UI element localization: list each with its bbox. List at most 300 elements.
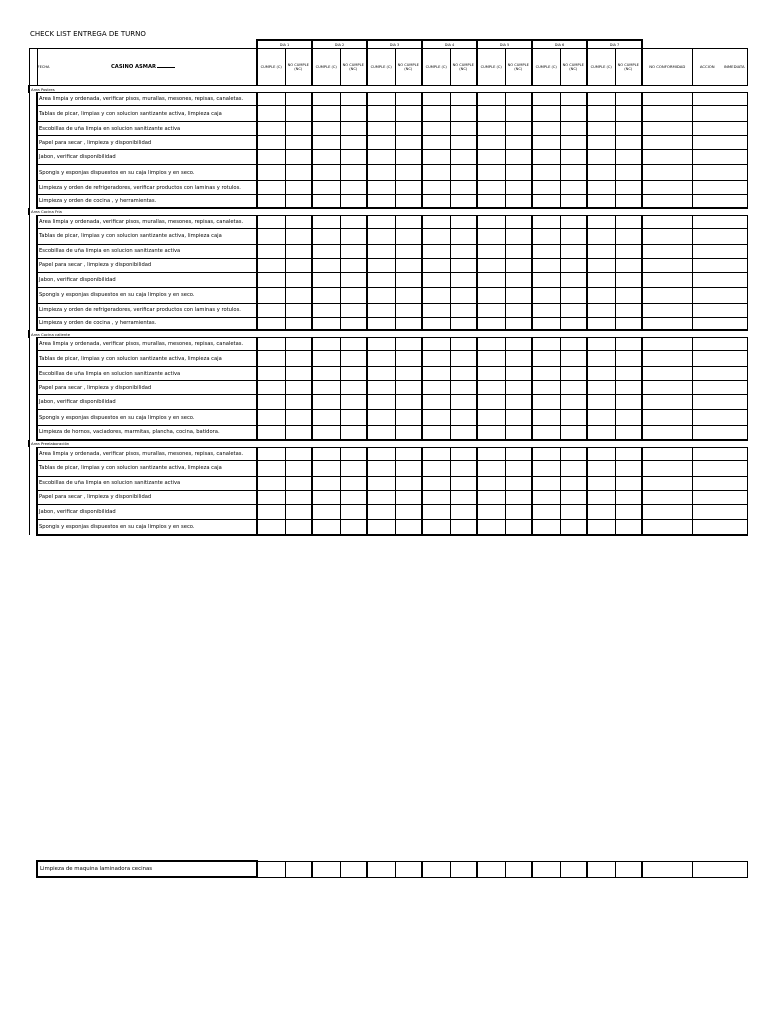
cumple-cell[interactable] (532, 258, 560, 272)
no-cumple-cell[interactable] (505, 338, 532, 351)
cumple-cell[interactable] (367, 244, 395, 258)
cumple-cell[interactable] (257, 519, 285, 535)
no-cumple-cell[interactable] (285, 165, 312, 181)
cumple-cell[interactable] (532, 861, 560, 877)
cumple-cell[interactable] (422, 504, 450, 519)
cumple-cell[interactable] (367, 272, 395, 287)
cumple-cell[interactable] (422, 181, 450, 195)
cumple-cell[interactable] (367, 303, 395, 317)
cumple-cell[interactable] (367, 367, 395, 381)
no-cumple-cell[interactable] (285, 122, 312, 136)
no-cumple-cell[interactable] (450, 122, 477, 136)
cumple-cell[interactable] (477, 476, 505, 490)
cumple-cell[interactable] (312, 181, 340, 195)
no-conformidad-cell[interactable] (642, 338, 692, 351)
no-cumple-cell[interactable] (560, 93, 587, 106)
cumple-cell[interactable] (312, 228, 340, 244)
no-cumple-cell[interactable] (450, 106, 477, 122)
cumple-cell[interactable] (367, 519, 395, 535)
no-cumple-cell[interactable] (285, 410, 312, 426)
accion-cell[interactable] (692, 476, 747, 490)
cumple-cell[interactable] (257, 122, 285, 136)
cumple-cell[interactable] (422, 122, 450, 136)
cumple-cell[interactable] (257, 490, 285, 504)
no-cumple-cell[interactable] (505, 106, 532, 122)
cumple-cell[interactable] (477, 287, 505, 303)
no-cumple-cell[interactable] (560, 447, 587, 460)
cumple-cell[interactable] (367, 476, 395, 490)
no-cumple-cell[interactable] (560, 272, 587, 287)
cumple-cell[interactable] (587, 519, 615, 535)
cumple-cell[interactable] (532, 228, 560, 244)
cumple-cell[interactable] (367, 122, 395, 136)
no-cumple-cell[interactable] (340, 93, 367, 106)
cumple-cell[interactable] (532, 181, 560, 195)
no-conformidad-cell[interactable] (642, 228, 692, 244)
cumple-cell[interactable] (422, 861, 450, 877)
no-cumple-cell[interactable] (395, 195, 422, 208)
cumple-cell[interactable] (312, 195, 340, 208)
no-cumple-cell[interactable] (395, 150, 422, 165)
cumple-cell[interactable] (422, 215, 450, 228)
no-cumple-cell[interactable] (285, 244, 312, 258)
no-cumple-cell[interactable] (615, 150, 642, 165)
no-conformidad-cell[interactable] (642, 136, 692, 150)
cumple-cell[interactable] (587, 215, 615, 228)
cumple-cell[interactable] (367, 181, 395, 195)
cumple-cell[interactable] (367, 106, 395, 122)
cumple-cell[interactable] (477, 426, 505, 440)
cumple-cell[interactable] (477, 410, 505, 426)
no-cumple-cell[interactable] (340, 195, 367, 208)
no-cumple-cell[interactable] (615, 395, 642, 410)
cumple-cell[interactable] (312, 106, 340, 122)
no-cumple-cell[interactable] (615, 351, 642, 367)
accion-cell[interactable] (692, 244, 747, 258)
no-cumple-cell[interactable] (450, 410, 477, 426)
no-cumple-cell[interactable] (615, 447, 642, 460)
no-cumple-cell[interactable] (395, 272, 422, 287)
no-cumple-cell[interactable] (285, 519, 312, 535)
no-cumple-cell[interactable] (505, 460, 532, 476)
cumple-cell[interactable] (532, 426, 560, 440)
cumple-cell[interactable] (532, 150, 560, 165)
no-cumple-cell[interactable] (505, 136, 532, 150)
cumple-cell[interactable] (587, 181, 615, 195)
no-cumple-cell[interactable] (615, 367, 642, 381)
accion-cell[interactable] (692, 351, 747, 367)
no-conformidad-cell[interactable] (642, 381, 692, 395)
accion-cell[interactable] (692, 426, 747, 440)
cumple-cell[interactable] (312, 287, 340, 303)
cumple-cell[interactable] (477, 460, 505, 476)
no-cumple-cell[interactable] (450, 303, 477, 317)
cumple-cell[interactable] (367, 426, 395, 440)
no-cumple-cell[interactable] (395, 181, 422, 195)
cumple-cell[interactable] (257, 165, 285, 181)
cumple-cell[interactable] (532, 367, 560, 381)
no-cumple-cell[interactable] (340, 272, 367, 287)
no-cumple-cell[interactable] (340, 181, 367, 195)
no-cumple-cell[interactable] (395, 106, 422, 122)
no-cumple-cell[interactable] (560, 351, 587, 367)
cumple-cell[interactable] (257, 395, 285, 410)
no-cumple-cell[interactable] (560, 150, 587, 165)
cumple-cell[interactable] (422, 136, 450, 150)
cumple-cell[interactable] (257, 258, 285, 272)
no-conformidad-cell[interactable] (642, 195, 692, 208)
no-cumple-cell[interactable] (560, 410, 587, 426)
no-cumple-cell[interactable] (615, 195, 642, 208)
accion-cell[interactable] (692, 395, 747, 410)
no-cumple-cell[interactable] (560, 519, 587, 535)
cumple-cell[interactable] (477, 244, 505, 258)
cumple-cell[interactable] (477, 106, 505, 122)
no-conformidad-cell[interactable] (642, 426, 692, 440)
no-cumple-cell[interactable] (615, 106, 642, 122)
no-cumple-cell[interactable] (395, 476, 422, 490)
cumple-cell[interactable] (422, 287, 450, 303)
cumple-cell[interactable] (477, 122, 505, 136)
no-cumple-cell[interactable] (615, 504, 642, 519)
accion-cell[interactable] (692, 93, 747, 106)
no-cumple-cell[interactable] (285, 395, 312, 410)
no-cumple-cell[interactable] (560, 228, 587, 244)
cumple-cell[interactable] (587, 367, 615, 381)
cumple-cell[interactable] (587, 228, 615, 244)
cumple-cell[interactable] (477, 338, 505, 351)
cumple-cell[interactable] (422, 338, 450, 351)
cumple-cell[interactable] (312, 460, 340, 476)
cumple-cell[interactable] (312, 338, 340, 351)
no-cumple-cell[interactable] (340, 395, 367, 410)
cumple-cell[interactable] (587, 351, 615, 367)
cumple-cell[interactable] (422, 106, 450, 122)
no-cumple-cell[interactable] (340, 258, 367, 272)
cumple-cell[interactable] (477, 272, 505, 287)
cumple-cell[interactable] (367, 136, 395, 150)
no-cumple-cell[interactable] (395, 426, 422, 440)
cumple-cell[interactable] (257, 215, 285, 228)
no-cumple-cell[interactable] (395, 490, 422, 504)
no-cumple-cell[interactable] (505, 351, 532, 367)
cumple-cell[interactable] (257, 381, 285, 395)
accion-cell[interactable] (692, 195, 747, 208)
no-conformidad-cell[interactable] (642, 519, 692, 535)
cumple-cell[interactable] (312, 519, 340, 535)
cumple-cell[interactable] (312, 244, 340, 258)
cumple-cell[interactable] (532, 351, 560, 367)
cumple-cell[interactable] (422, 426, 450, 440)
no-cumple-cell[interactable] (450, 272, 477, 287)
cumple-cell[interactable] (257, 338, 285, 351)
cumple-cell[interactable] (257, 150, 285, 165)
cumple-cell[interactable] (367, 861, 395, 877)
accion-cell[interactable] (692, 303, 747, 317)
cumple-cell[interactable] (587, 410, 615, 426)
no-cumple-cell[interactable] (450, 165, 477, 181)
cumple-cell[interactable] (532, 447, 560, 460)
no-cumple-cell[interactable] (615, 244, 642, 258)
no-cumple-cell[interactable] (450, 228, 477, 244)
cumple-cell[interactable] (422, 460, 450, 476)
accion-cell[interactable] (692, 447, 747, 460)
no-conformidad-cell[interactable] (642, 861, 692, 877)
no-cumple-cell[interactable] (340, 338, 367, 351)
no-cumple-cell[interactable] (560, 215, 587, 228)
no-cumple-cell[interactable] (285, 447, 312, 460)
no-cumple-cell[interactable] (450, 447, 477, 460)
no-cumple-cell[interactable] (285, 338, 312, 351)
no-cumple-cell[interactable] (340, 317, 367, 330)
cumple-cell[interactable] (312, 426, 340, 440)
no-cumple-cell[interactable] (395, 460, 422, 476)
accion-cell[interactable] (692, 287, 747, 303)
cumple-cell[interactable] (587, 93, 615, 106)
cumple-cell[interactable] (477, 381, 505, 395)
accion-cell[interactable] (692, 410, 747, 426)
no-cumple-cell[interactable] (505, 181, 532, 195)
no-cumple-cell[interactable] (395, 861, 422, 877)
cumple-cell[interactable] (477, 303, 505, 317)
no-cumple-cell[interactable] (615, 426, 642, 440)
cumple-cell[interactable] (532, 287, 560, 303)
cumple-cell[interactable] (587, 447, 615, 460)
no-cumple-cell[interactable] (450, 504, 477, 519)
no-cumple-cell[interactable] (560, 106, 587, 122)
no-cumple-cell[interactable] (560, 258, 587, 272)
no-cumple-cell[interactable] (505, 861, 532, 877)
no-conformidad-cell[interactable] (642, 504, 692, 519)
cumple-cell[interactable] (367, 410, 395, 426)
no-cumple-cell[interactable] (560, 367, 587, 381)
cumple-cell[interactable] (532, 165, 560, 181)
no-cumple-cell[interactable] (340, 351, 367, 367)
cumple-cell[interactable] (477, 150, 505, 165)
no-cumple-cell[interactable] (340, 476, 367, 490)
no-cumple-cell[interactable] (340, 303, 367, 317)
no-cumple-cell[interactable] (395, 215, 422, 228)
no-cumple-cell[interactable] (505, 504, 532, 519)
cumple-cell[interactable] (532, 244, 560, 258)
no-cumple-cell[interactable] (450, 351, 477, 367)
no-cumple-cell[interactable] (450, 93, 477, 106)
no-cumple-cell[interactable] (285, 272, 312, 287)
cumple-cell[interactable] (587, 303, 615, 317)
no-conformidad-cell[interactable] (642, 447, 692, 460)
cumple-cell[interactable] (422, 490, 450, 504)
cumple-cell[interactable] (312, 410, 340, 426)
cumple-cell[interactable] (532, 490, 560, 504)
cumple-cell[interactable] (312, 490, 340, 504)
cumple-cell[interactable] (477, 519, 505, 535)
cumple-cell[interactable] (367, 460, 395, 476)
accion-cell[interactable] (692, 519, 747, 535)
cumple-cell[interactable] (422, 476, 450, 490)
no-cumple-cell[interactable] (285, 228, 312, 244)
no-cumple-cell[interactable] (395, 258, 422, 272)
cumple-cell[interactable] (257, 460, 285, 476)
no-cumple-cell[interactable] (615, 476, 642, 490)
cumple-cell[interactable] (367, 395, 395, 410)
cumple-cell[interactable] (367, 490, 395, 504)
no-conformidad-cell[interactable] (642, 287, 692, 303)
no-cumple-cell[interactable] (505, 410, 532, 426)
cumple-cell[interactable] (312, 93, 340, 106)
no-cumple-cell[interactable] (340, 410, 367, 426)
cumple-cell[interactable] (587, 381, 615, 395)
no-cumple-cell[interactable] (615, 861, 642, 877)
no-conformidad-cell[interactable] (642, 272, 692, 287)
no-cumple-cell[interactable] (340, 490, 367, 504)
cumple-cell[interactable] (367, 165, 395, 181)
accion-cell[interactable] (692, 258, 747, 272)
no-cumple-cell[interactable] (450, 150, 477, 165)
cumple-cell[interactable] (312, 381, 340, 395)
no-cumple-cell[interactable] (615, 338, 642, 351)
no-cumple-cell[interactable] (395, 519, 422, 535)
no-cumple-cell[interactable] (340, 460, 367, 476)
no-cumple-cell[interactable] (395, 228, 422, 244)
no-cumple-cell[interactable] (450, 287, 477, 303)
no-cumple-cell[interactable] (505, 426, 532, 440)
cumple-cell[interactable] (587, 490, 615, 504)
cumple-cell[interactable] (422, 244, 450, 258)
no-cumple-cell[interactable] (505, 272, 532, 287)
cumple-cell[interactable] (477, 136, 505, 150)
no-conformidad-cell[interactable] (642, 476, 692, 490)
no-cumple-cell[interactable] (450, 258, 477, 272)
accion-cell[interactable] (692, 367, 747, 381)
accion-cell[interactable] (692, 490, 747, 504)
cumple-cell[interactable] (257, 367, 285, 381)
cumple-cell[interactable] (257, 287, 285, 303)
accion-cell[interactable] (692, 228, 747, 244)
no-cumple-cell[interactable] (340, 426, 367, 440)
cumple-cell[interactable] (257, 447, 285, 460)
no-conformidad-cell[interactable] (642, 93, 692, 106)
no-conformidad-cell[interactable] (642, 122, 692, 136)
cumple-cell[interactable] (312, 122, 340, 136)
no-cumple-cell[interactable] (560, 303, 587, 317)
no-cumple-cell[interactable] (395, 338, 422, 351)
no-cumple-cell[interactable] (285, 195, 312, 208)
no-cumple-cell[interactable] (340, 519, 367, 535)
no-cumple-cell[interactable] (505, 93, 532, 106)
no-cumple-cell[interactable] (505, 258, 532, 272)
no-conformidad-cell[interactable] (642, 150, 692, 165)
no-cumple-cell[interactable] (505, 150, 532, 165)
cumple-cell[interactable] (532, 106, 560, 122)
accion-cell[interactable] (692, 381, 747, 395)
no-cumple-cell[interactable] (560, 861, 587, 877)
cumple-cell[interactable] (587, 426, 615, 440)
cumple-cell[interactable] (422, 447, 450, 460)
cumple-cell[interactable] (312, 303, 340, 317)
cumple-cell[interactable] (477, 317, 505, 330)
no-conformidad-cell[interactable] (642, 410, 692, 426)
no-conformidad-cell[interactable] (642, 181, 692, 195)
cumple-cell[interactable] (422, 228, 450, 244)
cumple-cell[interactable] (257, 272, 285, 287)
cumple-cell[interactable] (422, 351, 450, 367)
cumple-cell[interactable] (257, 861, 285, 877)
cumple-cell[interactable] (257, 136, 285, 150)
no-cumple-cell[interactable] (395, 165, 422, 181)
no-cumple-cell[interactable] (615, 381, 642, 395)
cumple-cell[interactable] (257, 303, 285, 317)
no-cumple-cell[interactable] (450, 215, 477, 228)
cumple-cell[interactable] (477, 504, 505, 519)
cumple-cell[interactable] (422, 317, 450, 330)
cumple-cell[interactable] (257, 504, 285, 519)
no-conformidad-cell[interactable] (642, 106, 692, 122)
cumple-cell[interactable] (532, 410, 560, 426)
cumple-cell[interactable] (312, 447, 340, 460)
no-cumple-cell[interactable] (340, 228, 367, 244)
no-cumple-cell[interactable] (395, 136, 422, 150)
no-cumple-cell[interactable] (285, 367, 312, 381)
no-cumple-cell[interactable] (615, 303, 642, 317)
cumple-cell[interactable] (477, 351, 505, 367)
cumple-cell[interactable] (477, 490, 505, 504)
cumple-cell[interactable] (367, 195, 395, 208)
no-cumple-cell[interactable] (395, 287, 422, 303)
no-cumple-cell[interactable] (285, 215, 312, 228)
cumple-cell[interactable] (477, 861, 505, 877)
no-cumple-cell[interactable] (505, 381, 532, 395)
cumple-cell[interactable] (477, 395, 505, 410)
cumple-cell[interactable] (587, 460, 615, 476)
cumple-cell[interactable] (532, 303, 560, 317)
no-cumple-cell[interactable] (560, 181, 587, 195)
cumple-cell[interactable] (422, 519, 450, 535)
no-cumple-cell[interactable] (560, 244, 587, 258)
no-cumple-cell[interactable] (615, 410, 642, 426)
no-cumple-cell[interactable] (615, 165, 642, 181)
no-cumple-cell[interactable] (285, 504, 312, 519)
no-cumple-cell[interactable] (395, 367, 422, 381)
cumple-cell[interactable] (587, 195, 615, 208)
no-cumple-cell[interactable] (505, 447, 532, 460)
no-cumple-cell[interactable] (505, 303, 532, 317)
no-cumple-cell[interactable] (560, 395, 587, 410)
cumple-cell[interactable] (532, 381, 560, 395)
cumple-cell[interactable] (367, 317, 395, 330)
cumple-cell[interactable] (367, 93, 395, 106)
no-cumple-cell[interactable] (285, 317, 312, 330)
no-cumple-cell[interactable] (395, 122, 422, 136)
cumple-cell[interactable] (532, 195, 560, 208)
no-cumple-cell[interactable] (560, 381, 587, 395)
no-cumple-cell[interactable] (505, 395, 532, 410)
accion-cell[interactable] (692, 338, 747, 351)
cumple-cell[interactable] (477, 93, 505, 106)
cumple-cell[interactable] (367, 228, 395, 244)
cumple-cell[interactable] (312, 136, 340, 150)
no-cumple-cell[interactable] (450, 861, 477, 877)
no-cumple-cell[interactable] (285, 460, 312, 476)
cumple-cell[interactable] (422, 395, 450, 410)
no-cumple-cell[interactable] (450, 519, 477, 535)
cumple-cell[interactable] (477, 165, 505, 181)
no-cumple-cell[interactable] (340, 381, 367, 395)
no-cumple-cell[interactable] (450, 381, 477, 395)
no-cumple-cell[interactable] (450, 367, 477, 381)
no-cumple-cell[interactable] (560, 490, 587, 504)
no-cumple-cell[interactable] (285, 150, 312, 165)
no-cumple-cell[interactable] (560, 287, 587, 303)
